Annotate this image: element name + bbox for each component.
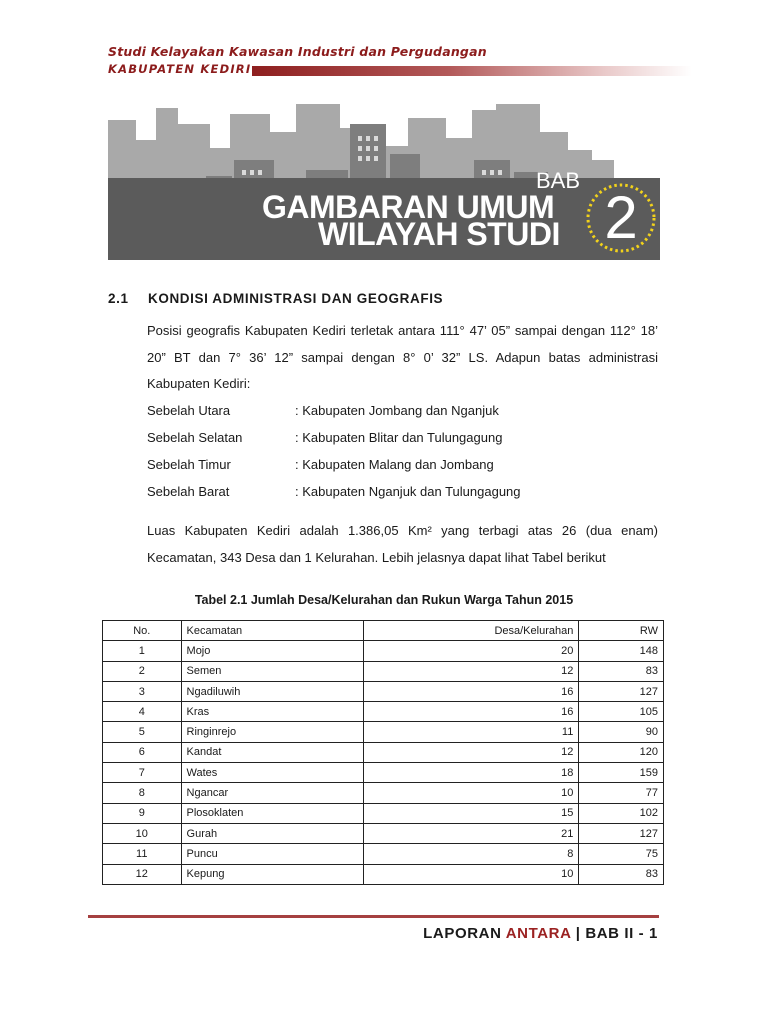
table-caption: Tabel 2.1 Jumlah Desa/Kelurahan dan Rukun Warga Tahun 2015 [194,593,574,607]
cell-rw: 127 [579,823,664,843]
cell-rw: 105 [579,702,664,722]
cell-rw: 159 [579,763,664,783]
cell-desa: 16 [364,681,579,701]
cell-desa: 20 [364,641,579,661]
boundary-label: Sebelah Selatan [147,430,243,445]
cell-no: 1 [103,641,182,661]
table-row [103,661,664,681]
cell-rw: 83 [579,864,664,884]
cell-no: 12 [103,864,182,884]
chapter-banner [108,98,660,260]
paragraph-area: Luas Kabupaten Kediri adalah 1.386,05 Km² yang terbagi atas 26 (dua enam) Kecamatan, 343 Desa dan 1 Kelurahan. Lebih jelasnya dapat lihat Tabel berikut [147,523,658,565]
section-number: 2.1 [108,291,129,306]
boundary-value: : Kabupaten Jombang dan Nganjuk [295,403,499,418]
cell-rw: 75 [579,844,664,864]
boundary-value: : Kabupaten Malang dan Jombang [295,457,494,472]
cell-kecamatan: Kras [181,702,364,722]
cell-no: 6 [103,742,182,762]
cell-rw: 102 [579,803,664,823]
cell-kecamatan: Puncu [181,844,364,864]
chapter-number: 2 [604,184,638,251]
cell-desa: 15 [364,803,579,823]
cell-desa: 21 [364,823,579,843]
chapter-title-line1: GAMBARAN UMUM [262,189,555,225]
table-row [103,722,664,742]
table-row [103,803,664,823]
cell-kecamatan: Kepung [181,864,364,884]
table-row [103,641,664,661]
table-row [103,864,664,884]
table-row [103,783,664,803]
cell-desa: 8 [364,844,579,864]
cell-no: 9 [103,803,182,823]
cell-desa: 12 [364,742,579,762]
table-header-row [103,621,664,641]
cell-no: 5 [103,722,182,742]
cell-kecamatan: Mojo [181,641,364,661]
cell-no: 10 [103,823,182,843]
cell-desa: 18 [364,763,579,783]
cell-kecamatan: Ringinrejo [181,722,364,742]
cell-desa: 16 [364,702,579,722]
cell-desa: 12 [364,661,579,681]
cell-kecamatan: Ngadiluwih [181,681,364,701]
footer-page-label: | BAB II - 1 [570,925,658,942]
cell-kecamatan: Semen [181,661,364,681]
boundary-label: Sebelah Barat [147,484,230,499]
cell-kecamatan: Wates [181,763,364,783]
cell-no: 2 [103,661,182,681]
table-row [103,702,664,722]
chapter-title-line2: WILAYAH STUDI [318,216,560,252]
col-header-no: No. [103,621,182,641]
cell-no: 4 [103,702,182,722]
village-rw-table [102,620,664,885]
cell-desa: 10 [364,864,579,884]
cell-kecamatan: Kandat [181,742,364,762]
table-row [103,742,664,762]
cell-rw: 77 [579,783,664,803]
cell-no: 7 [103,763,182,783]
cell-no: 11 [103,844,182,864]
cell-rw: 90 [579,722,664,742]
table-row [103,681,664,701]
page-footer [423,925,658,942]
cell-no: 3 [103,681,182,701]
footer-stage-label: ANTARA [505,925,571,942]
boundary-value: : Kabupaten Blitar dan Tulungagung [295,430,503,445]
col-header-desa: Desa/Kelurahan [364,621,579,641]
section-title: KONDISI ADMINISTRASI DAN GEOGRAFIS [148,291,444,306]
section-heading [108,291,443,306]
report-title: Studi Kelayakan Kawasan Industri dan Pergudangan [108,44,487,59]
boundary-value: : Kabupaten Nganjuk dan Tulungagung [295,484,521,499]
table-row [103,823,664,843]
paragraph-geography: Posisi geografis Kabupaten Kediri terletak antara 111° 47’ 05” sampai dengan 112° 18’ 20” BT dan 7° 36’ 12” sampai dengan 8° 0’ 32” LS. Adapun batas administrasi Kabupaten Kediri: [147,323,658,391]
boundary-label: Sebelah Utara [147,403,231,418]
cell-rw: 83 [579,661,664,681]
cell-kecamatan: Gurah [181,823,364,843]
region-title: KABUPATEN KEDIRI [108,62,252,76]
header-accent-bar [252,66,692,76]
table-row [103,844,664,864]
cell-no: 8 [103,783,182,803]
cell-rw: 120 [579,742,664,762]
boundary-label: Sebelah Timur [147,457,231,472]
col-header-rw: RW [579,621,664,641]
footer-report-label: LAPORAN [423,925,506,942]
bab-label: BAB [536,168,581,193]
cell-kecamatan: Ngancar [181,783,364,803]
footer-rule [88,915,659,918]
cell-desa: 10 [364,783,579,803]
col-header-kecamatan: Kecamatan [181,621,364,641]
cell-rw: 148 [579,641,664,661]
cell-rw: 127 [579,681,664,701]
cell-desa: 11 [364,722,579,742]
table-row [103,763,664,783]
cell-kecamatan: Plosoklaten [181,803,364,823]
